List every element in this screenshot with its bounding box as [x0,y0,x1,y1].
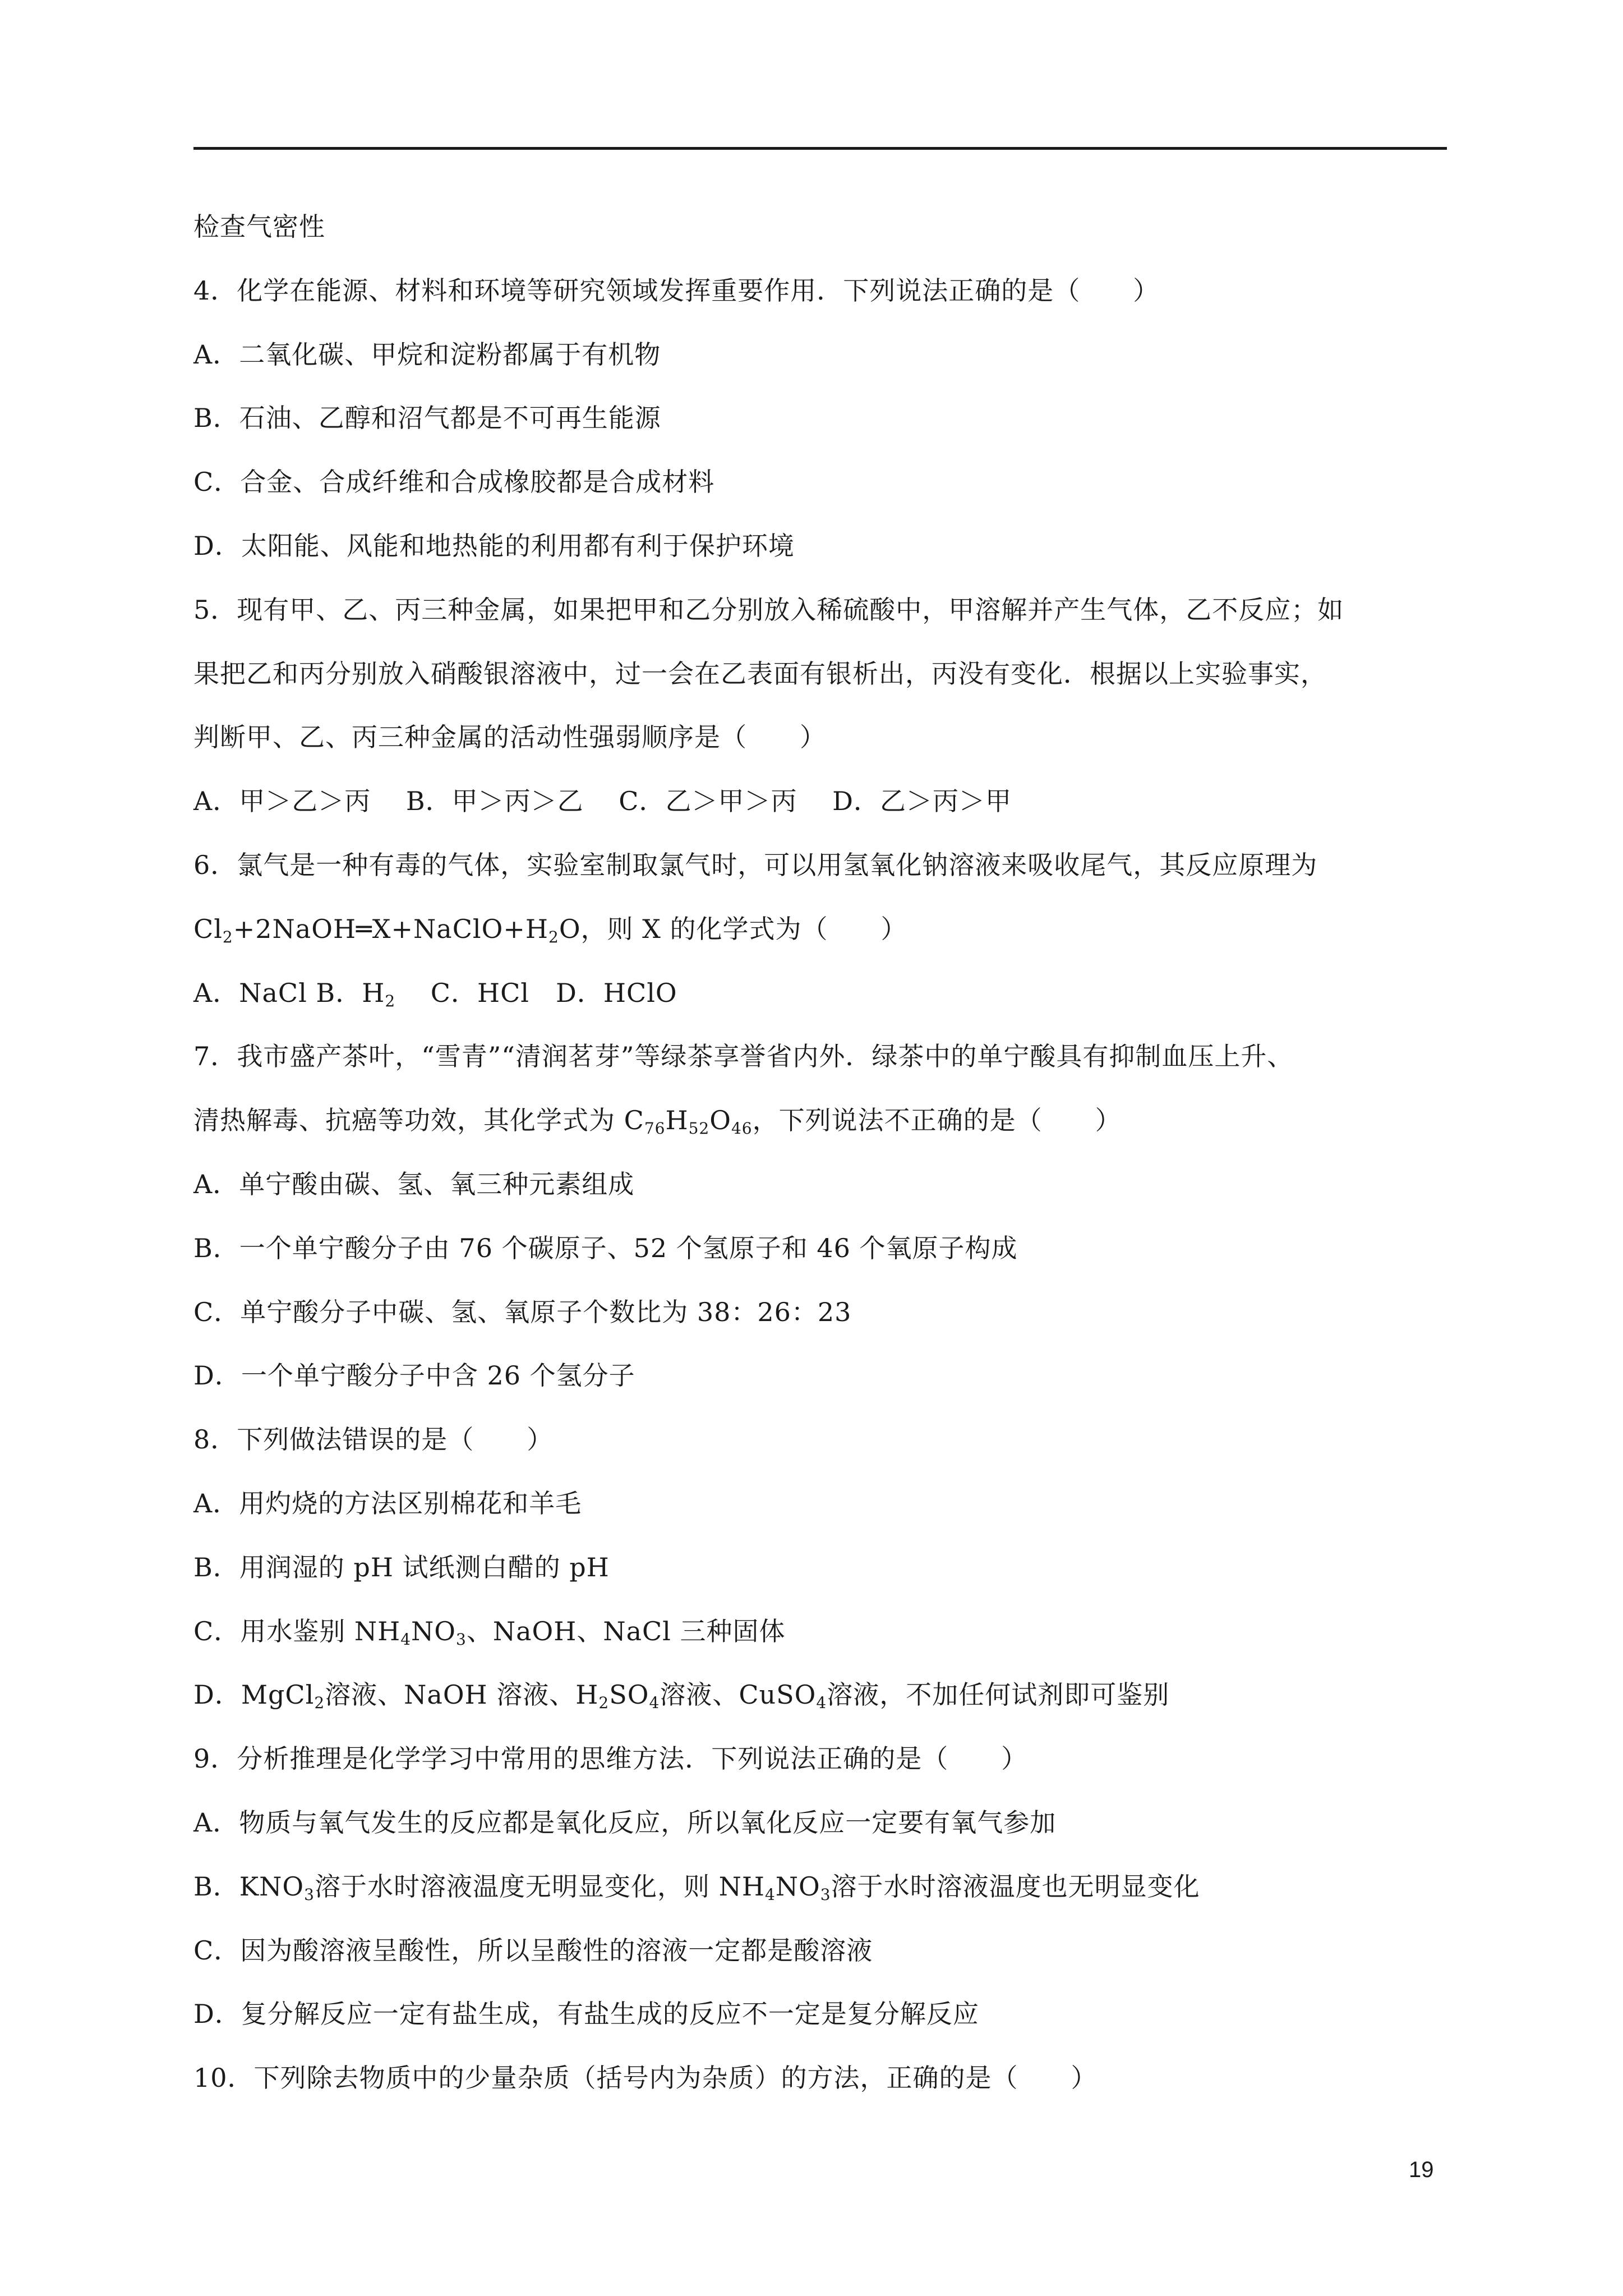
text-segment: Cl [193,914,223,944]
text-line [193,2060,1098,2095]
text-segment: C．因为酸溶液呈酸性，所以呈酸性的溶液一定都是酸溶液 [193,1935,873,1966]
text-line [193,464,714,499]
page-number: 19 [1409,2157,1434,2182]
text-segment: 5．现有甲、乙、丙三种金属，如果把甲和乙分别放入稀硫酸中，甲溶解并产生气体，乙不反应；如 [193,595,1344,625]
text-line [193,1422,553,1457]
text-line [193,528,795,563]
text-segment: 8．下列做法错误的是（ ） [193,1424,554,1455]
text-segment: +2NaOH═X+NaClO+H [233,914,548,944]
text-line [193,656,1327,691]
text-segment: NO [411,1616,456,1646]
text-line [193,1869,1200,1904]
text-segment: SO [609,1680,649,1710]
text-line [193,912,907,946]
text-segment: A．NaCl B．H [193,978,385,1008]
text-segment: C．用水鉴别 NH [193,1616,401,1646]
text-line [193,273,1159,308]
text-segment: A．物质与氧气发生的反应都是氧化反应，所以氧化反应一定要有氧气参加 [193,1807,1057,1838]
text-segment: C．HCl D．HClO [395,978,677,1008]
text-line [193,1231,1018,1266]
text-segment: 10．下列除去物质中的少量杂质（括号内为杂质）的方法，正确的是（ ） [193,2063,1098,2093]
text-line [193,1167,634,1202]
text-segment: 清热解毒、抗癌等功效，其化学式为 C [193,1105,644,1135]
text-line [193,1933,873,1968]
text-line [193,337,661,372]
text-segment: ，下列说法不正确的是（ ） [752,1105,1122,1135]
subscript: 3 [820,1885,831,1904]
text-segment: O [709,1105,731,1135]
text-segment: B．KNO [193,1871,305,1902]
text-line [193,1039,1293,1074]
text-line [193,784,1012,818]
text-line [193,1741,1027,1776]
text-segment: D．复分解反应一定有盐生成，有盐生成的反应不一定是复分解反应 [193,1999,979,2029]
text-segment: B．石油、乙醇和沼气都是不可再生能源 [193,403,661,433]
text-segment: B．用润湿的 pH 试纸测白醋的 pH [193,1552,610,1582]
text-segment: 判断甲、乙、丙三种金属的活动性强弱顺序是（ ） [193,722,826,752]
text-line [193,209,325,244]
text-line [193,401,661,435]
text-segment: H [665,1105,689,1135]
subscript: 3 [455,1630,467,1649]
text-segment: A．用灼烧的方法区别棉花和羊毛 [193,1488,582,1519]
text-segment: A．甲＞乙＞丙 B．甲＞丙＞乙 C．乙＞甲＞丙 D．乙＞丙＞甲 [193,786,1012,816]
subscript: 2 [548,928,559,946]
text-segment: 溶液、NaOH 溶液、H [325,1680,599,1710]
subscript: 4 [816,1694,827,1712]
subscript: 4 [400,1630,412,1649]
text-segment: 7．我市盛产茶叶，“雪青”“清润茗芽”等绿茶享誉省内外．绿茶中的单宁酸具有抑制血压上升、 [193,1041,1294,1071]
subscript: 76 [644,1119,666,1138]
text-line [193,1550,610,1585]
subscript: 3 [304,1885,315,1904]
text-line [193,976,677,1010]
text-segment: C．合金、合成纤维和合成橡胶都是合成材料 [193,467,715,497]
text-segment: 6．氯气是一种有毒的气体，实验室制取氯气时，可以用氢氧化钠溶液来吸收尾气，其反应原理为 [193,850,1318,880]
text-line [193,1358,635,1393]
text-segment: NO [775,1871,820,1902]
subscript: 52 [688,1119,710,1138]
text-segment: D．太阳能、风能和地热能的利用都有利于保护环境 [193,531,795,561]
text-line [193,848,1317,882]
text-segment: 溶于水时溶液温度也无明显变化 [831,1871,1200,1902]
text-line [193,1996,979,2031]
subscript: 2 [314,1694,325,1712]
subscript: 4 [649,1694,660,1712]
text-segment: 9．分析推理是化学学习中常用的思维方法．下列说法正确的是（ ） [193,1743,1028,1774]
text-line [193,1677,1169,1712]
subscript: 2 [598,1694,610,1712]
text-segment: 果把乙和丙分别放入硝酸银溶液中，过一会在乙表面有银析出，丙没有变化．根据以上实验事实， [193,659,1327,689]
text-line [193,720,826,754]
text-segment: B．一个单宁酸分子由 76 个碳原子、52 个氢原子和 46 个氧原子构成 [193,1233,1018,1263]
text-segment: A．二氧化碳、甲烷和淀粉都属于有机物 [193,339,661,370]
subscript: 2 [385,992,396,1010]
header-rule [193,147,1447,150]
text-line [193,1486,582,1521]
text-segment: D．一个单宁酸分子中含 26 个氢分子 [193,1360,635,1391]
text-segment: 4．化学在能源、材料和环境等研究领域发挥重要作用．下列说法正确的是（ ） [193,275,1160,306]
text-segment: D．MgCl [193,1680,315,1710]
text-segment: 检查气密性 [193,211,325,242]
text-line [193,1295,851,1329]
text-line [193,592,1344,627]
text-segment: A．单宁酸由碳、氢、氧三种元素组成 [193,1169,635,1199]
text-segment: C．单宁酸分子中碳、氢、氧原子个数比为 38：26：23 [193,1297,852,1327]
text-segment: 、NaOH、NaCl 三种固体 [466,1616,786,1646]
text-line [193,1805,1056,1840]
text-segment: 溶液，不加任何试剂即可鉴别 [827,1680,1170,1710]
subscript: 4 [764,1885,776,1904]
subscript: 46 [731,1119,753,1138]
text-segment: 溶液、CuSO [660,1680,817,1710]
subscript: 2 [222,928,233,946]
text-line [193,1614,786,1649]
text-segment: O，则 X 的化学式为（ ） [559,914,907,944]
text-segment: 溶于水时溶液温度无明显变化，则 NH [314,1871,765,1902]
text-line [193,1103,1122,1138]
